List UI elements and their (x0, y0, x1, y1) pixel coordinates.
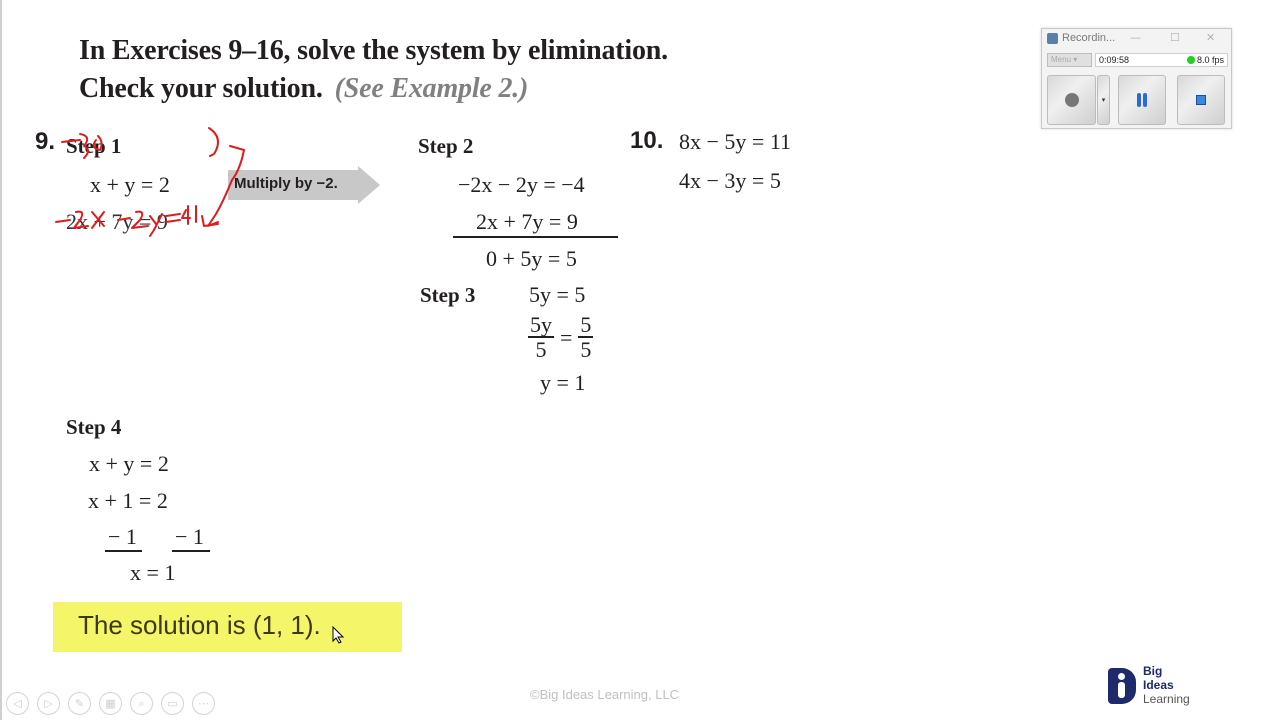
recorder-status-bar (1095, 53, 1228, 67)
frac-left-num: 5y (530, 312, 552, 337)
ex10-eq1: 8x − 5y = 11 (679, 129, 791, 154)
maximize-button[interactable]: ☐ (1170, 31, 1180, 44)
logo-line1: Big (1143, 664, 1163, 678)
pen-icon[interactable]: ✎ (68, 692, 91, 715)
step3-fraction-eq: $\frac{5y}{5}$ = $\frac{5}{5}$ (530, 312, 592, 362)
frame-border (0, 0, 2, 720)
step1-eq1: x + y = 2 (90, 172, 170, 197)
frac-right-num: 5 (580, 312, 592, 337)
big-ideas-logo (1108, 664, 1218, 708)
stop-icon (1196, 95, 1206, 105)
instructions-line1: In Exercises 9–16, solve the system by elimination. (79, 35, 668, 66)
solution-text: The solution is (1, 1). (78, 610, 321, 640)
logo-line3: Learning (1143, 692, 1190, 706)
zoom-icon[interactable]: ⌕ (130, 692, 153, 715)
step3-result: y = 1 (540, 370, 586, 395)
multiply-arrow (228, 166, 380, 204)
solution-box (53, 602, 402, 652)
step2-sum: 0 + 5y = 5 (486, 246, 577, 271)
step4-eq2: x + 1 = 2 (88, 488, 168, 513)
instructions-line2: Check your solution. (79, 73, 323, 104)
more-icon[interactable]: ⋯ (192, 692, 215, 715)
step3-eq1: 5y = 5 (529, 282, 586, 307)
example-reference: (See Example 2.) (334, 73, 529, 104)
slides-icon[interactable]: ▦ (99, 692, 122, 715)
step1-label: Step 1 (66, 134, 122, 158)
step1-eq2: 2x + 7y = 9 (66, 209, 168, 234)
recorder-menu-dropdown[interactable]: Menu ▾ (1047, 53, 1092, 67)
minimize-button[interactable]: — (1130, 31, 1141, 44)
logo-mark-icon (1108, 668, 1136, 704)
presentation-toolbar (6, 692, 215, 715)
step3-label: Step 3 (420, 283, 476, 307)
multiply-label: Multiply by −2. (234, 175, 338, 192)
recording-status-icon (1187, 56, 1195, 64)
step2-label: Step 2 (418, 134, 474, 158)
recorder-title: Recordin... (1062, 32, 1116, 44)
record-options-dropdown[interactable]: ▾ (1097, 75, 1110, 125)
exercise-10-number: 10. (630, 127, 664, 154)
step4-sub-right: − 1 (175, 524, 204, 549)
record-icon (1065, 93, 1079, 107)
fps-value: 8.0 fps (1196, 55, 1224, 65)
recorder-window (1041, 28, 1232, 129)
step4-label: Step 4 (66, 415, 122, 439)
step2-eq1: −2x − 2y = −4 (458, 172, 585, 197)
copyright: ©Big Ideas Learning, LLC (530, 687, 680, 702)
frac-left-den: 5 (535, 337, 547, 362)
record-button[interactable] (1047, 75, 1096, 125)
pause-button[interactable] (1118, 75, 1166, 125)
next-icon[interactable]: ▷ (37, 692, 60, 715)
sum-rule (453, 236, 618, 238)
step4-sub-left: − 1 (108, 524, 137, 549)
subtitles-icon[interactable]: ▭ (161, 692, 184, 715)
ex10-eq2: 4x − 3y = 5 (679, 168, 781, 193)
previous-icon[interactable]: ◁ (6, 692, 29, 715)
logo-line2: Ideas (1143, 678, 1174, 692)
menu-label: Menu (1051, 55, 1072, 64)
exercise-instructions (79, 32, 668, 108)
elapsed-time: 0:09:58 (1099, 55, 1130, 65)
close-button[interactable]: ✕ (1206, 31, 1216, 44)
step4-eq1: x + y = 2 (89, 451, 169, 476)
mouse-cursor-icon (332, 626, 344, 644)
stop-button[interactable] (1177, 75, 1225, 125)
sub-rule-left (105, 550, 142, 552)
frac-right-den: 5 (580, 337, 592, 362)
step2-eq2: 2x + 7y = 9 (476, 209, 578, 234)
exercise-9-number: 9. (35, 128, 56, 155)
step4-result: x = 1 (130, 560, 176, 585)
recorder-app-icon (1047, 33, 1058, 44)
sub-rule-right (172, 550, 210, 552)
pause-icon (1137, 93, 1147, 107)
